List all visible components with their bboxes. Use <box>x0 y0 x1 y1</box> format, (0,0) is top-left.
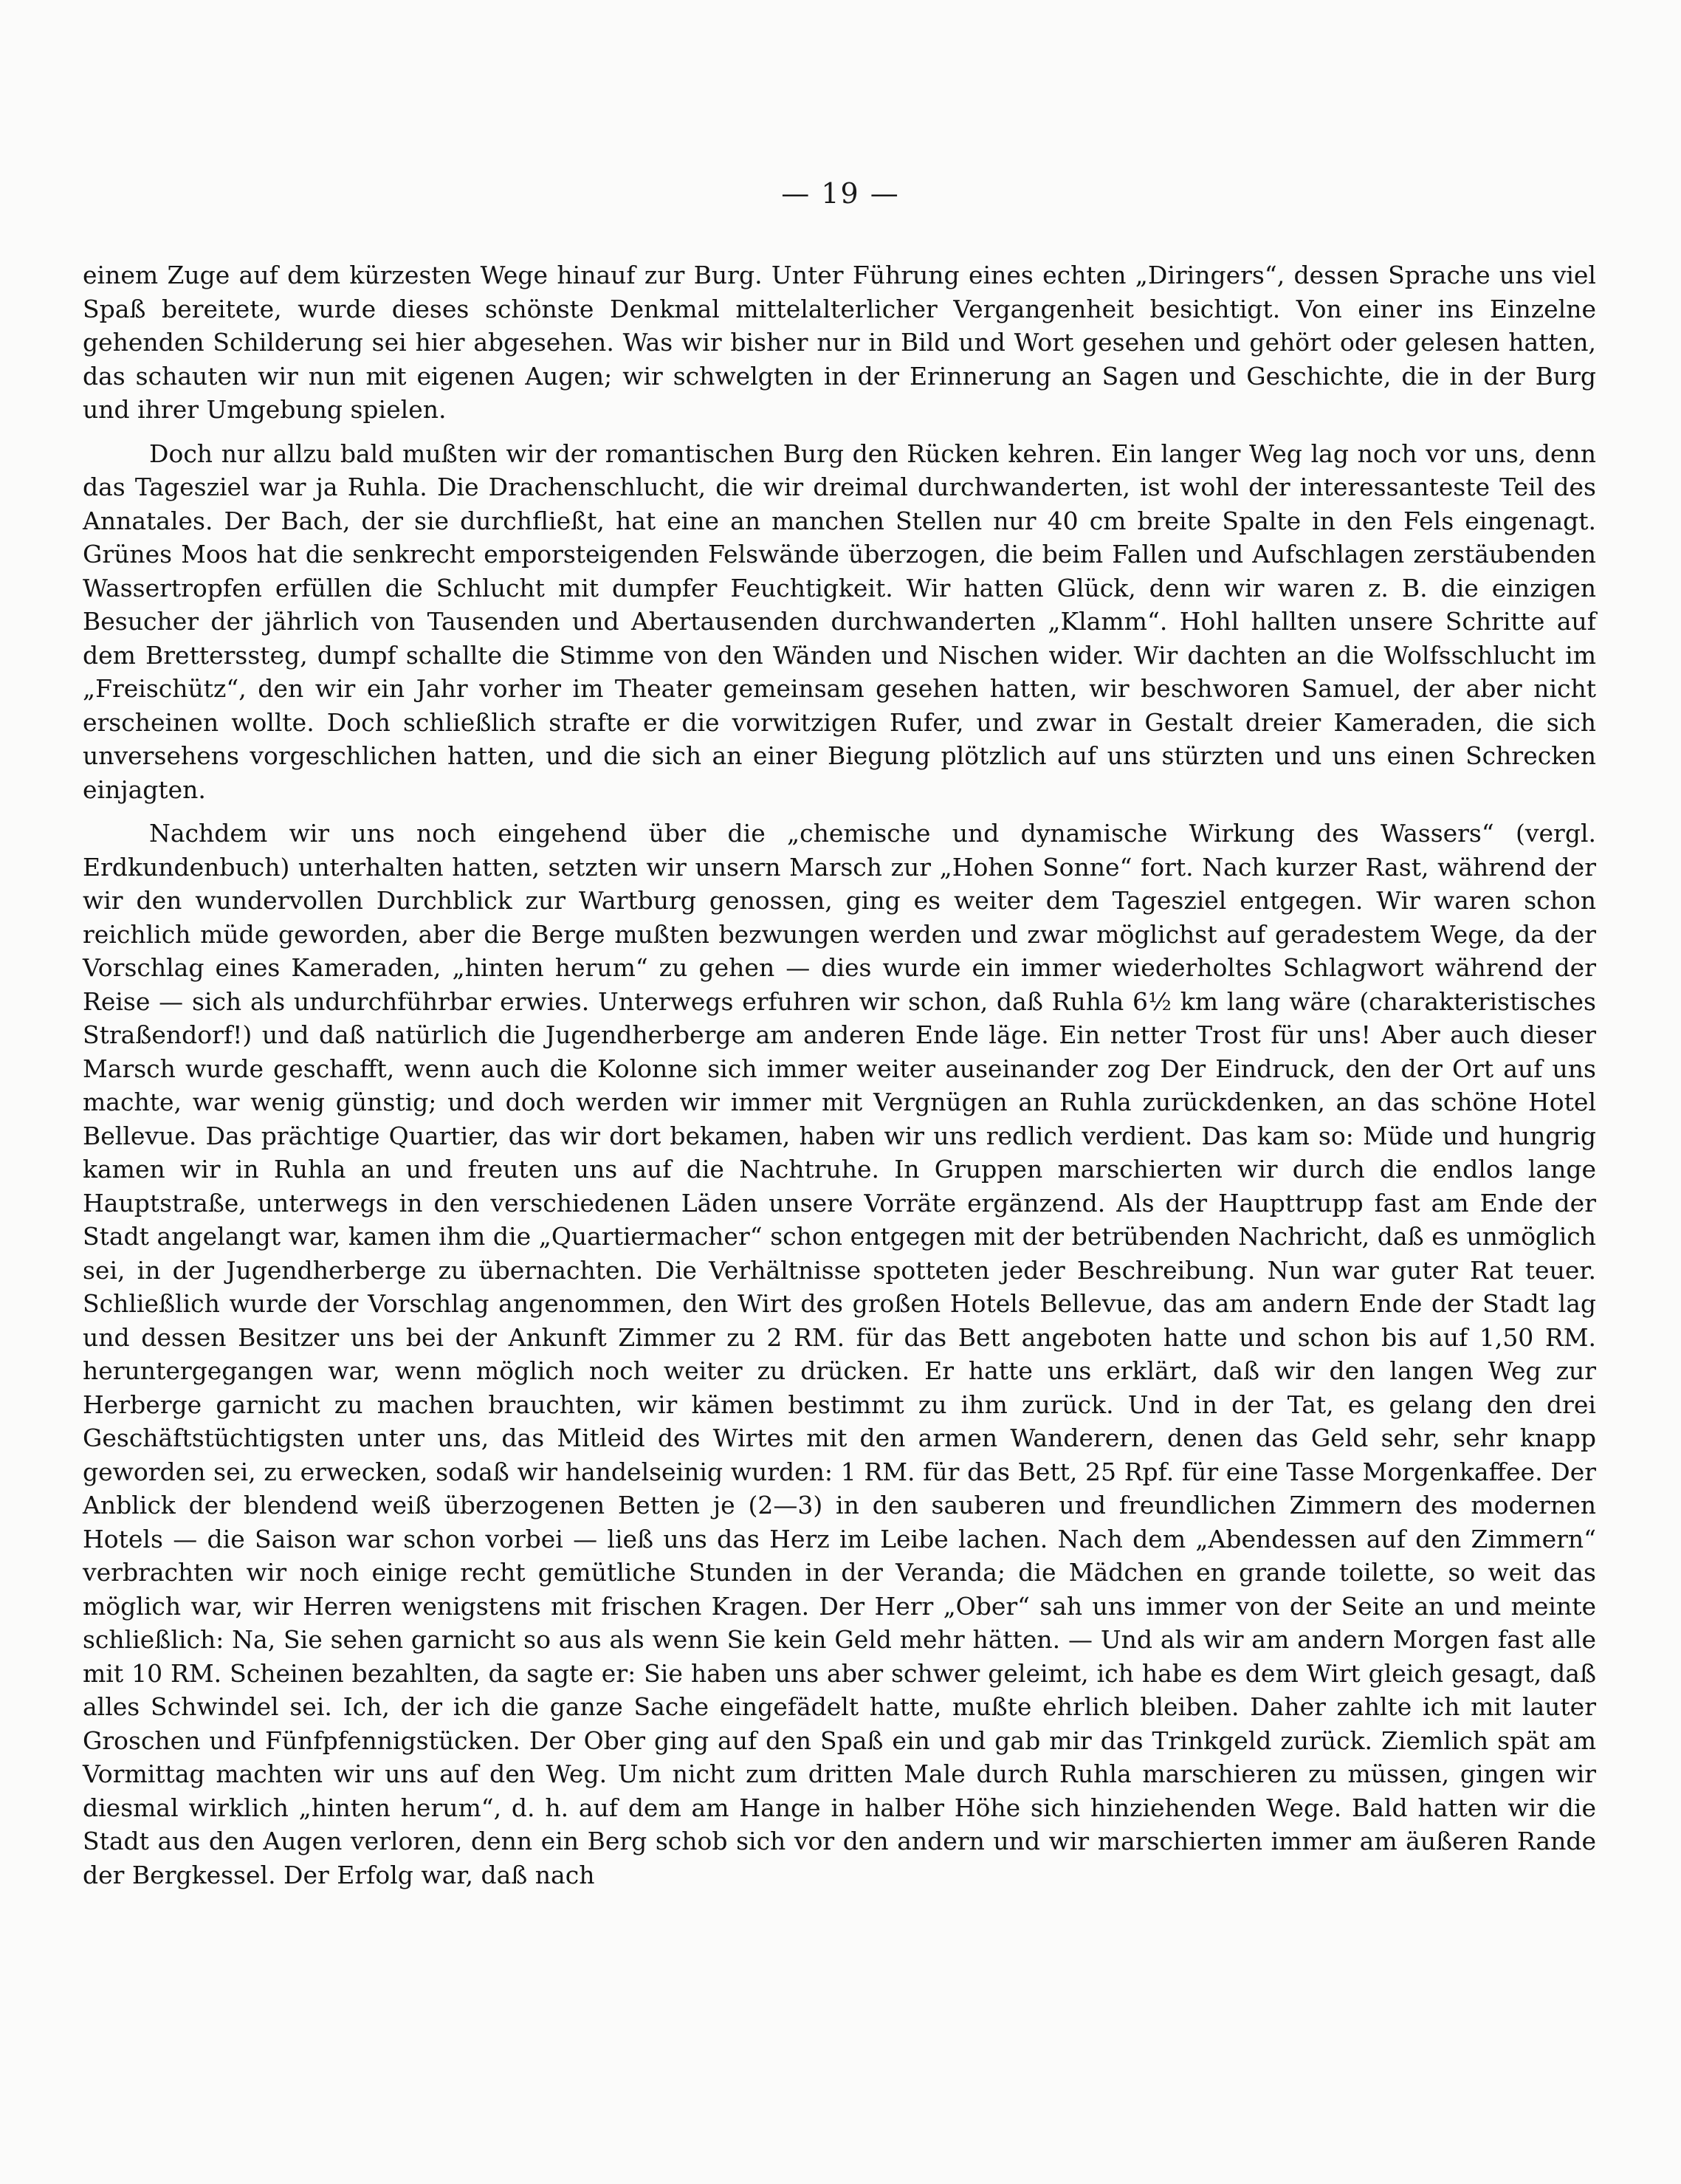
paragraph-1: einem Zuge auf dem kürzesten Wege hinauf zur Burg. Unter Führung eines echten „Diringers“, dessen Sprache uns viel Spaß bereitete, wurde dieses schönste Denkmal mittelalterlicher Vergangenheit besichtigt. Von einer ins Einzelne gehenden Schilderung sei hier abgesehen. Was wir bisher nur in Bild und Wort gesehen und gehört oder gelesen hatten, das schauten wir nun mit eigenen Augen; wir schwelgten in der Erinnerung an Sagen und Geschichte, die in der Burg und ihrer Umgebung spielen. <box>83 261 1596 424</box>
page-number: — 19 — <box>781 177 900 210</box>
text-body <box>83 258 1596 1902</box>
paragraph-2: Doch nur allzu bald mußten wir der romantischen Burg den Rücken kehren. Ein langer Weg lag noch vor uns, denn das Tagesziel war ja Ruhla. Die Drachenschlucht, die wir dreimal durchwanderten, ist wohl der interessanteste Teil des Annatales. Der Bach, der sie durchfließt, hat eine an manchen Stellen nur 40 cm breite Spalte in den Fels eingenagt. Grünes Moos hat die senkrecht emporsteigenden Felswände überzogen, die beim Fallen und Aufschlagen zerstäubenden Wassertropfen erfüllen die Schlucht mit dumpfer Feuchtigkeit. Wir hatten Glück, denn wir waren z. B. die einzigen Besucher der jährlich von Tausenden und Abertausenden durchwanderten „Klamm“. Hohl hallten unsere Schritte auf dem Bretterssteg, dumpf schallte die Stimme von den Wänden und Nischen wider. Wir dachten an die Wolfsschlucht im „Freischütz“, den wir ein Jahr vorher im Theater gemeinsam gesehen hatten, wir beschworen Samuel, der aber nicht erscheinen wollte. Doch schließlich strafte er die vorwitzigen Rufer, und zwar in Gestalt dreier Kameraden, die sich unversehens vorgeschlichen hatten, und die sich an einer Biegung plötzlich auf uns stürzten und uns einen Schrecken einjagten. <box>83 439 1596 804</box>
paragraph-3: Nachdem wir uns noch eingehend über die „chemische und dynamische Wirkung des Wassers“ (vergl. Erdkundenbuch) unterhalten hatten, setzten wir unsern Marsch zur „Hohen Sonne“ fort. Nach kurzer Rast, während der wir den wundervollen Durchblick zur Wartburg genossen, ging es weiter dem Tagesziel entgegen. Wir waren schon reichlich müde geworden, aber die Berge mußten bezwungen werden und zwar möglichst auf geradestem Wege, da der Vorschlag eines Kameraden, „hinten herum“ zu gehen — dies wurde ein immer wiederholtes Schlagwort während der Reise — sich als undurchführbar erwies. Unterwegs erfuhren wir schon, daß Ruhla 6½ km lang wäre (charakteristisches Straßendorf!) und daß natürlich die Jugendherberge am anderen Ende läge. Ein netter Trost für uns! Aber auch dieser Marsch wurde geschafft, wenn auch die Kolonne sich immer weiter auseinander zog Der Eindruck, den der Ort auf uns machte, war wenig günstig; und doch werden wir immer mit Vergnügen an Ruhla zurückdenken, an das schöne Hotel Bellevue. Das prächtige Quartier, das wir dort bekamen, haben wir uns redlich verdient. Das kam so: Müde und hungrig kamen wir in Ruhla an und freuten uns auf die Nachtruhe. In Gruppen marschierten wir durch die endlos lange Hauptstraße, unterwegs in den verschiedenen Läden unsere Vorräte ergänzend. Als der Haupttrupp fast am Ende der Stadt angelangt war, kamen ihm die „Quartiermacher“ schon entgegen mit der betrübenden Nachricht, daß es unmöglich sei, in der Jugendherberge zu übernachten. Die Verhältnisse spotteten jeder Beschreibung. Nun war guter Rat teuer. Schließlich wurde der Vorschlag angenommen, den Wirt des großen Hotels Bellevue, das am andern Ende der Stadt lag und dessen Besitzer uns bei der Ankunft Zimmer zu 2 RM. für das Bett angeboten hatte und schon bis auf 1,50 RM. heruntergegangen war, wenn möglich noch weiter zu drücken. Er hatte uns erklärt, daß wir den langen Weg zur Herberge garnicht zu machen brauchten, wir kämen bestimmt zu ihm zurück. Und in der Tat, es gelang den drei Geschäftstüchtigsten unter uns, das Mitleid des Wirtes mit den armen Wanderern, denen das Geld sehr, sehr knapp geworden sei, zu erwecken, sodaß wir handelseinig wurden: 1 RM. für das Bett, 25 Rpf. für eine Tasse Morgenkaffee. Der Anblick der blendend weiß überzogenen Betten je (2—3) in den sauberen und freundlichen Zimmern des modernen Hotels — die Saison war schon vorbei — ließ uns das Herz im Leibe lachen. Nach dem „Abendessen auf den Zimmern“ verbrachten wir noch einige recht gemütliche Stunden in der Veranda; die Mädchen en grande toilette, so weit das möglich war, wir Herren wenigstens mit frischen Kragen. Der Herr „Ober“ sah uns immer von der Seite an und meinte schließlich: Na, Sie sehen garnicht so aus als wenn Sie kein Geld mehr hätten. — Und als wir am andern Morgen fast alle mit 10 RM. Scheinen bezahlten, da sagte er: Sie haben uns aber schwer geleimt, ich habe es dem Wirt gleich gesagt, daß alles Schwindel sei. Ich, der ich die ganze Sache eingefädelt hatte, mußte ehrlich bleiben. Daher zahlte ich mit lauter Groschen und Fünfpfennigstücken. Der Ober ging auf den Spaß ein und gab mir das Trinkgeld zurück. Ziemlich spät am Vormittag machten wir uns auf den Weg. Um nicht zum dritten Male durch Ruhla marschieren zu müssen, gingen wir diesmal wirklich „hinten herum“, d. h. auf dem am Hange in halber Höhe sich hinziehenden Wege. Bald hatten wir die Stadt aus den Augen verloren, denn ein Berg schob sich vor den andern und wir marschierten immer am äußeren Rande der Bergkessel. Der Erfolg war, daß nach <box>83 819 1596 1889</box>
